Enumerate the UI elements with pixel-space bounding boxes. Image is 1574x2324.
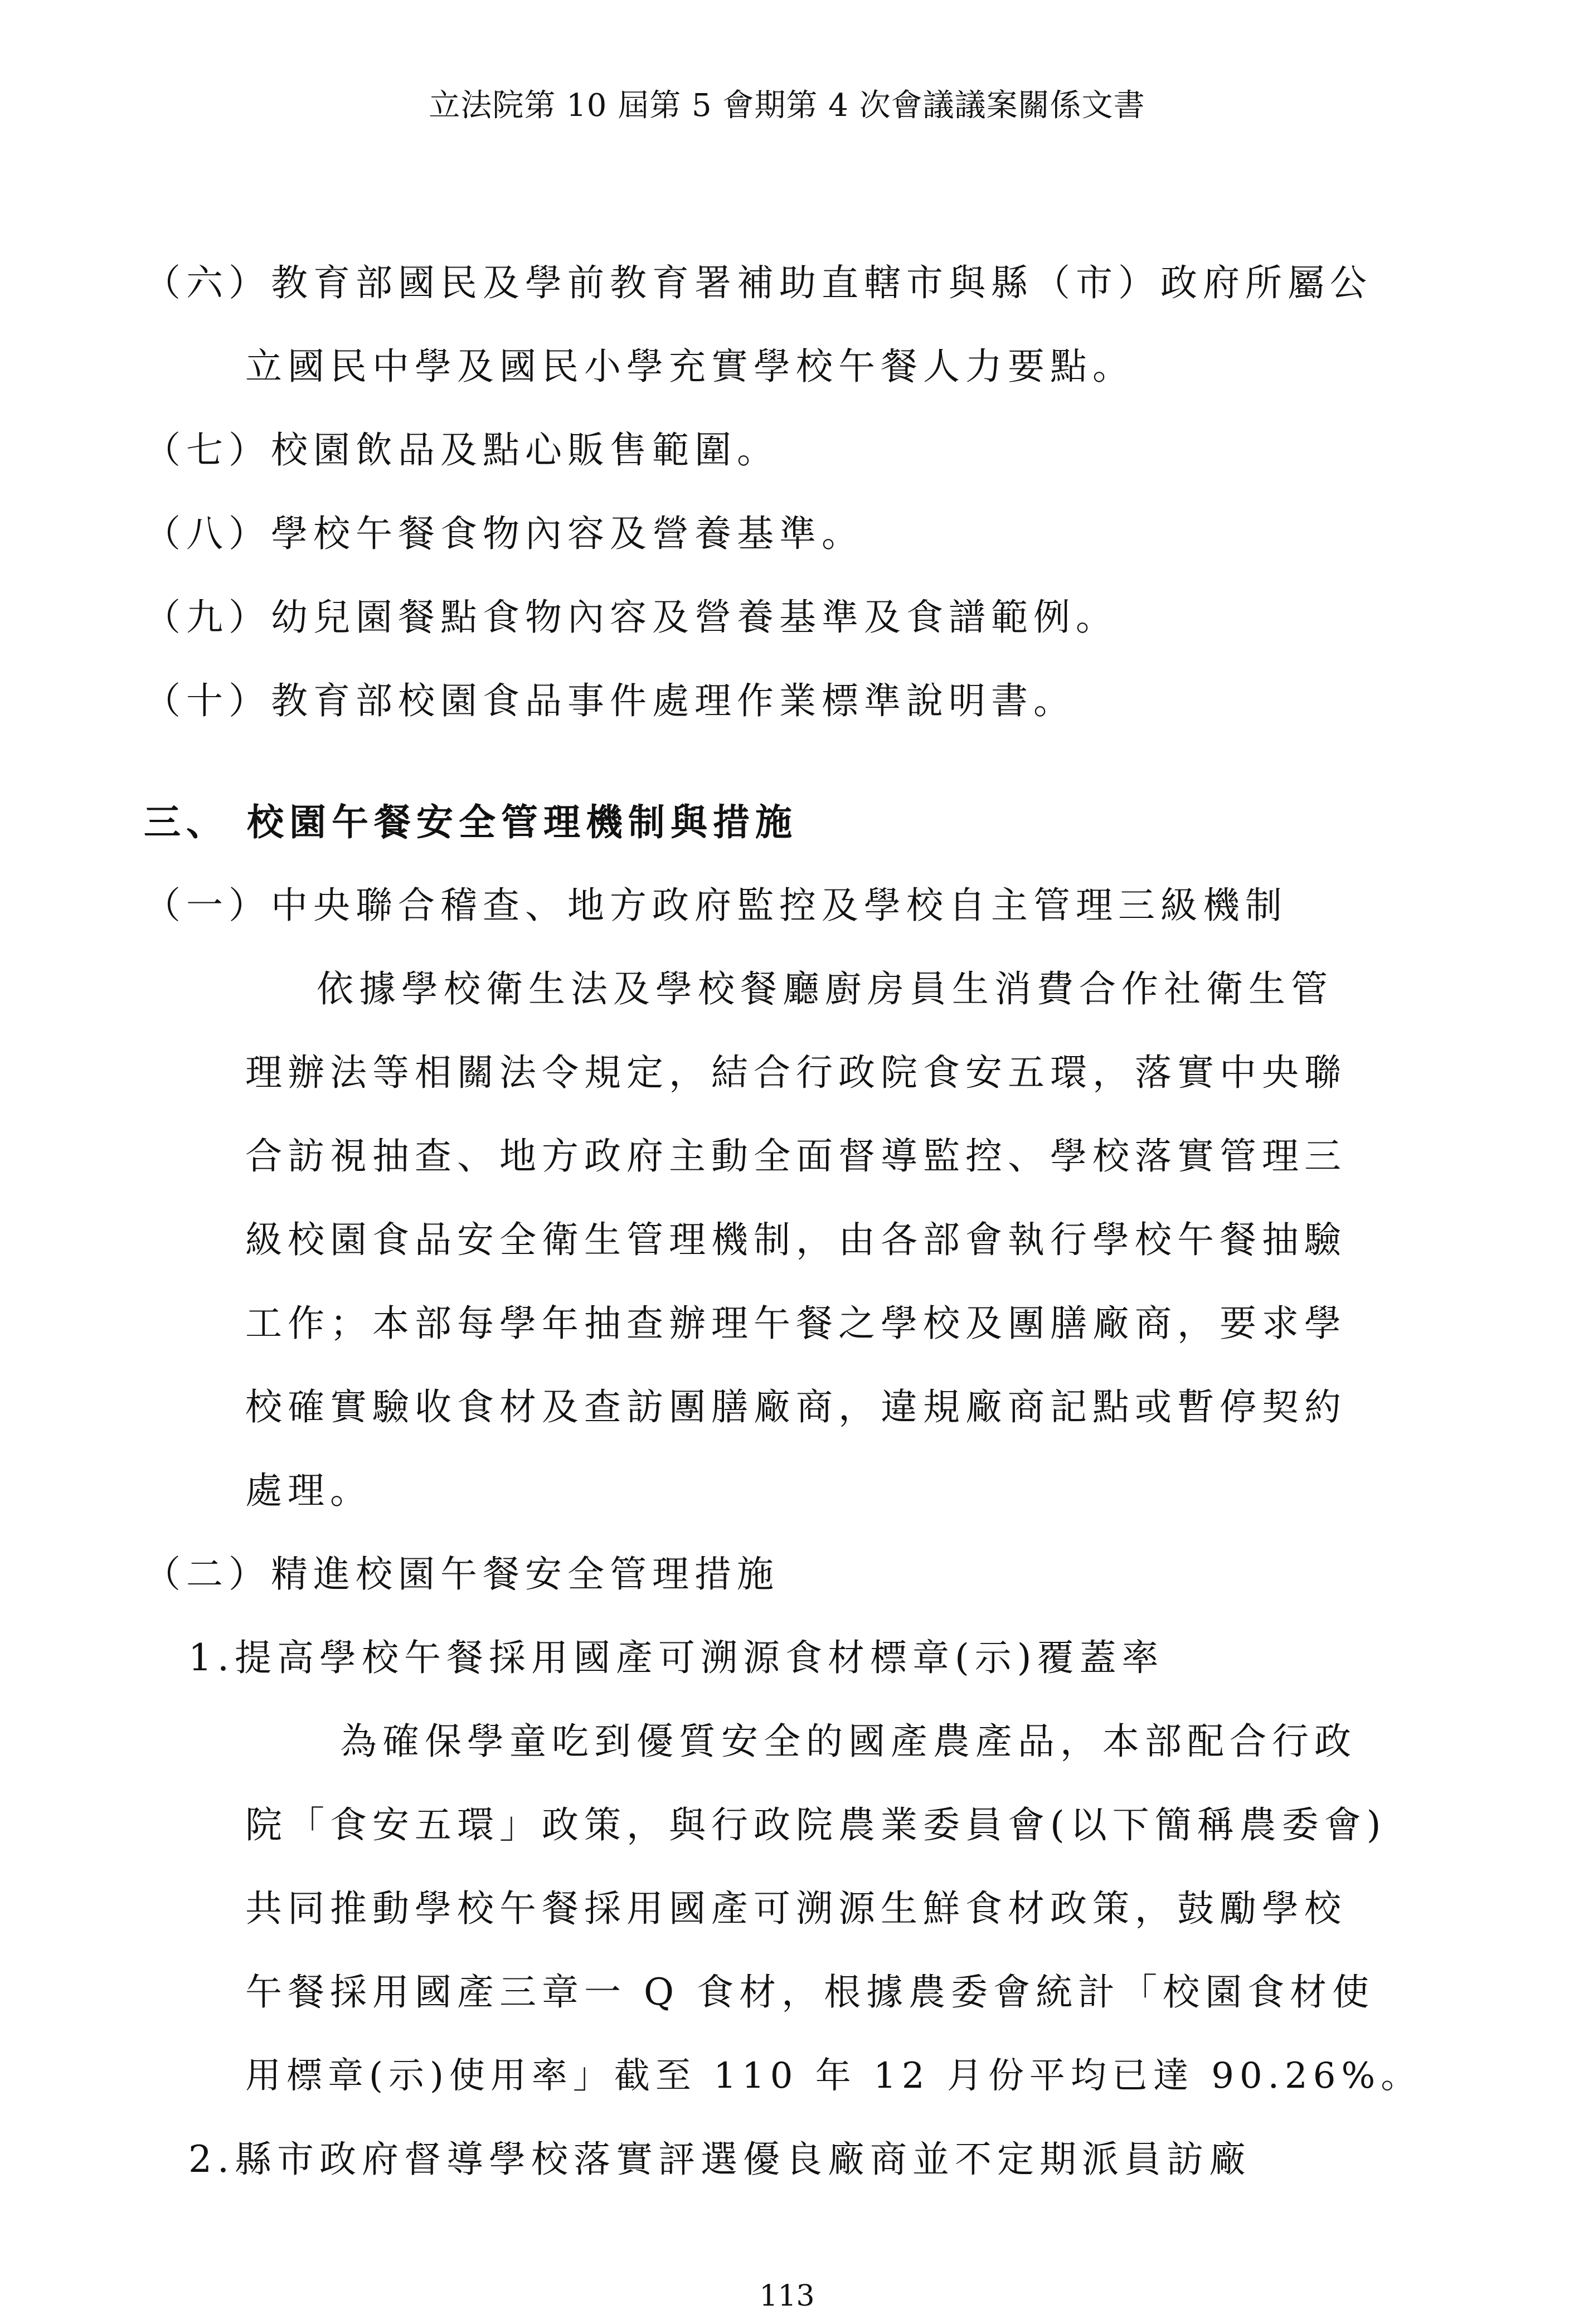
paragraph-line: 理辦法等相關法令規定，結合行政院食安五環，落實中央聯 <box>245 1051 1347 1094</box>
paragraph-line: 級校園食品安全衛生管理機制，由各部會執行學校午餐抽驗 <box>245 1218 1347 1261</box>
paragraph-line: 校確實驗收食材及查訪團膳廠商，違規廠商記點或暫停契約 <box>245 1385 1347 1428</box>
paragraph-line: 處理。 <box>245 1469 372 1512</box>
paragraph-line: 午餐採用國產三章一 Q 食材，根據農委會統計「校園食材使 <box>245 1971 1375 2014</box>
paragraph-line: 工作；本部每學年抽查辦理午餐之學校及團膳廠商，要求學 <box>245 1302 1347 1345</box>
paragraph-line: 為確保學童吃到優質安全的國產農產品，本部配合行政 <box>340 1720 1357 1763</box>
subsection-heading-1: （一）中央聯合稽查、地方政府監控及學校自主管理三級機制 <box>144 884 1288 927</box>
list-item-8: （八）學校午餐食物內容及營養基準。 <box>144 512 864 555</box>
list-item-10: （十）教育部校園食品事件處理作業標準說明書。 <box>144 679 1076 722</box>
page-number: 113 <box>759 2279 815 2313</box>
subsection-heading-2: （二）精進校園午餐安全管理措施 <box>144 1553 779 1596</box>
paragraph-line: 依據學校衛生法及學校餐廳廚房員生消費合作社衛生管 <box>317 967 1333 1010</box>
running-header: 立法院第 10 屆第 5 會期第 4 次會議議案關係文書 <box>429 87 1145 124</box>
section-heading: 三、 校園午餐安全管理機制與措施 <box>144 800 798 844</box>
paragraph-line: 院「食安五環」政策，與行政院農業委員會(以下簡稱農委會) <box>245 1803 1387 1846</box>
list-item-6: （六）教育部國民及學前教育署補助直轄市與縣（市）政府所屬公 <box>144 261 1372 304</box>
item-heading-1: 1.提高學校午餐採用國產可溯源食材標章(示)覆蓋率 <box>188 1636 1164 1679</box>
list-item-7: （七）校園飲品及點心販售範圍。 <box>144 429 779 471</box>
paragraph-line: 合訪視抽查、地方政府主動全面督導監控、學校落實管理三 <box>245 1135 1347 1178</box>
list-item-9: （九）幼兒園餐點食物內容及營養基準及食譜範例。 <box>144 596 1118 639</box>
paragraph-line: 共同推動學校午餐採用國產可溯源生鮮食材政策，鼓勵學校 <box>245 1887 1347 1930</box>
list-item-6-continuation: 立國民中學及國民小學充實學校午餐人力要點。 <box>245 345 1135 388</box>
paragraph-line: 用標章(示)使用率」截至 110 年 12 月份平均已達 90.26%。 <box>245 2055 1422 2097</box>
item-heading-2: 2.縣市政府督導學校落實評選優良廠商並不定期派員訪廠 <box>188 2138 1251 2181</box>
